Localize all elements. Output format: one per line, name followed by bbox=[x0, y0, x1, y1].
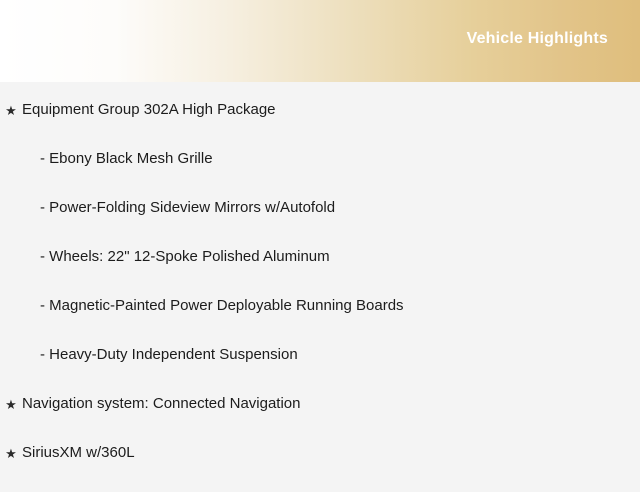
list-item-label: - Heavy-Duty Independent Suspension bbox=[40, 346, 298, 363]
list-item-label: - Wheels: 22" 12-Spoke Polished Aluminum bbox=[40, 248, 330, 265]
list-item bbox=[0, 394, 640, 443]
list-item bbox=[0, 198, 640, 247]
list-item bbox=[0, 443, 640, 492]
list-item-label: - Magnetic-Painted Power Deployable Running Boards bbox=[40, 297, 404, 314]
list-item bbox=[0, 247, 640, 296]
list-item-label: - Ebony Black Mesh Grille bbox=[40, 150, 213, 167]
list-item bbox=[0, 296, 640, 345]
highlights-list bbox=[0, 82, 640, 492]
star-icon: ★ bbox=[5, 397, 17, 412]
list-item bbox=[0, 345, 640, 394]
list-item-label: Navigation system: Connected Navigation bbox=[22, 395, 301, 412]
page-title: Vehicle Highlights bbox=[466, 30, 608, 47]
star-icon: ★ bbox=[5, 446, 17, 461]
list-item bbox=[0, 100, 640, 149]
list-item-label: Equipment Group 302A High Package bbox=[22, 101, 276, 118]
list-item-label: SiriusXM w/360L bbox=[22, 444, 135, 461]
list-item-label: - Power-Folding Sideview Mirrors w/Autofold bbox=[40, 199, 336, 216]
star-icon: ★ bbox=[5, 103, 17, 118]
list-item bbox=[0, 149, 640, 198]
page-header bbox=[0, 0, 640, 82]
